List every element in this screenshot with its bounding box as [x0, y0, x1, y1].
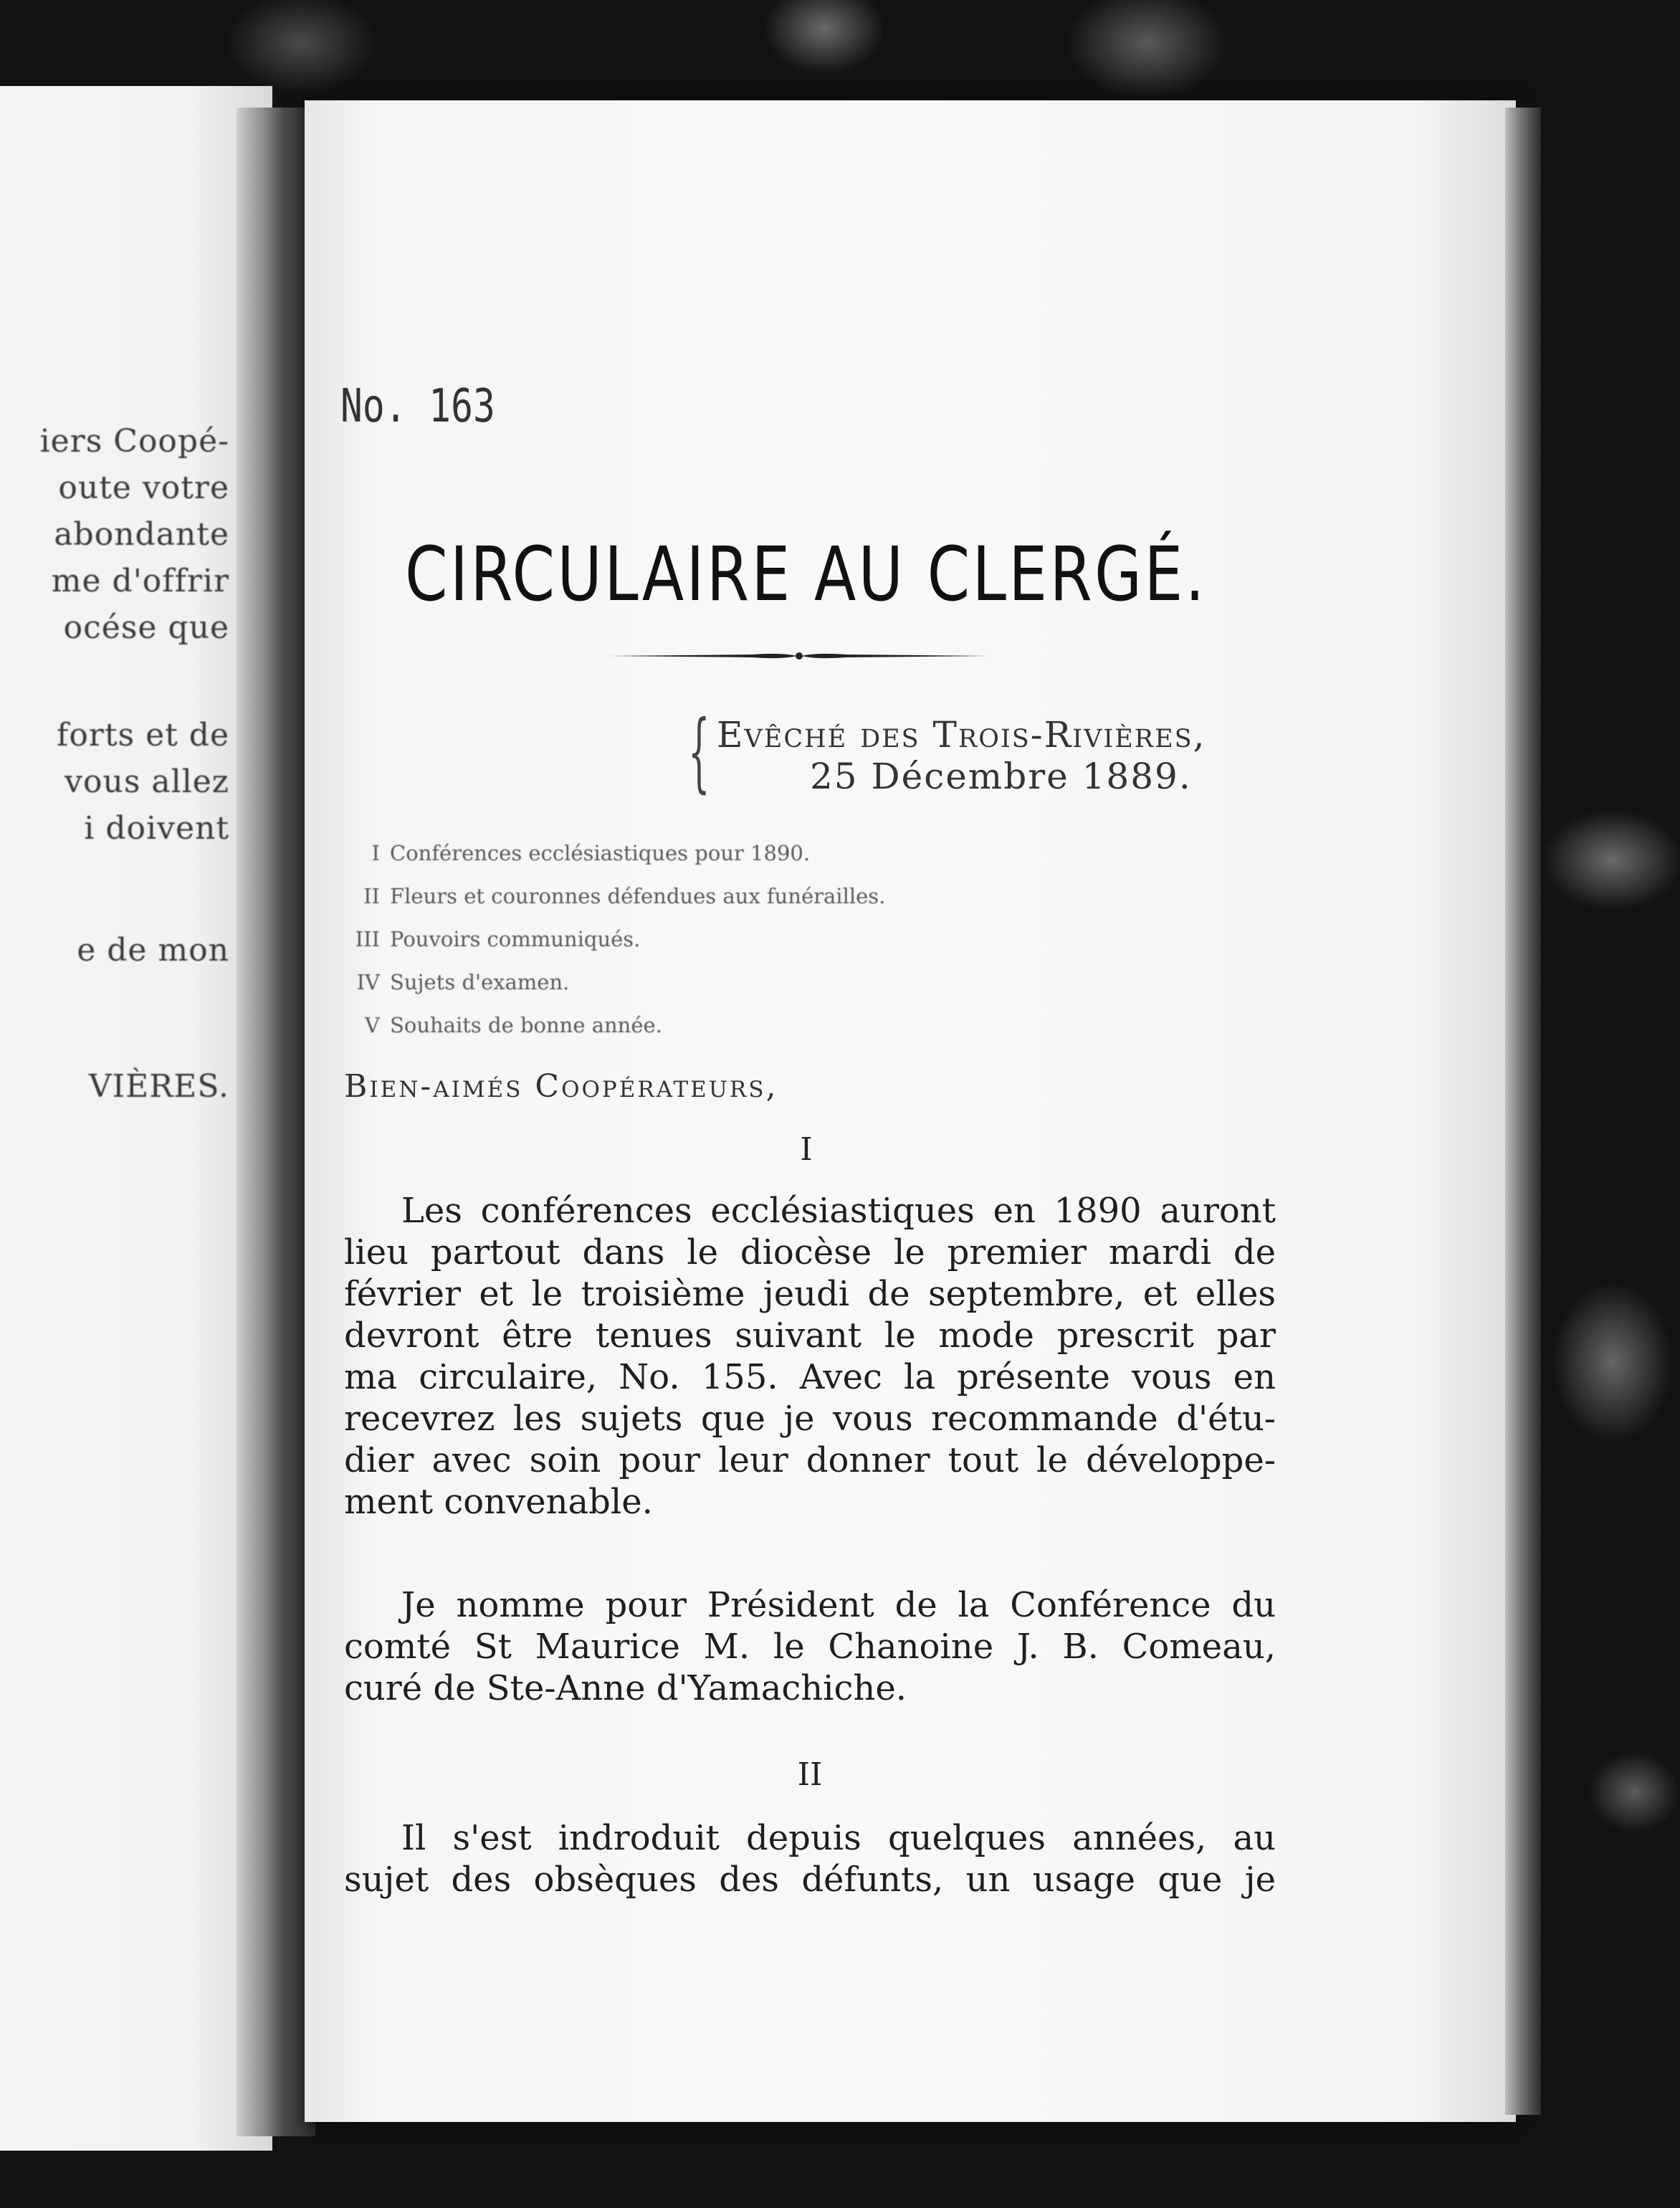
toc-text: Fleurs et couronnes défendues aux funérailles.	[390, 884, 886, 908]
previous-page-line: vous allez	[65, 763, 229, 800]
section-1-paragraph-1	[344, 1190, 1276, 1523]
dateline-date: 25 Décembre 1889.	[810, 756, 1192, 797]
text-line: lieu partout dans le diocèse le premier mardi de	[344, 1232, 1276, 1272]
toc-num: III	[355, 927, 380, 951]
previous-page-line: i doivent	[84, 810, 229, 847]
salutation: Bien-aimés Coopérateurs,	[344, 1068, 778, 1105]
previous-page-line: abondante	[54, 516, 229, 553]
page-title: CIRCULAIRE AU CLERGÉ.	[405, 530, 1207, 618]
page-edge	[1505, 108, 1541, 2115]
text-line: curé de Ste-Anne d'Yamachiche.	[344, 1668, 907, 1708]
previous-page-line: océse que	[63, 609, 229, 646]
section-heading-2: II	[797, 1756, 823, 1793]
book-gutter	[237, 108, 315, 2136]
toc-text: Pouvoirs communiqués.	[390, 927, 641, 951]
text-line: ma circulaire, No. 155. Avec la présente vous en	[344, 1357, 1276, 1397]
previous-page-line: forts et de	[57, 717, 229, 753]
toc-item	[344, 918, 1061, 961]
toc-item	[344, 1004, 1061, 1047]
toc-text: Conférences ecclésiastiques pour 1890.	[390, 841, 811, 865]
title-ornament	[609, 649, 989, 663]
toc-item	[344, 961, 1061, 1004]
toc-text: Sujets d'examen.	[390, 970, 570, 994]
text-line: devront être tenues suivant le mode prescrit par	[344, 1315, 1276, 1356]
toc-text: Souhaits de bonne année.	[390, 1013, 662, 1037]
section-1-paragraph-2	[344, 1584, 1276, 1709]
toc-item	[344, 832, 1061, 875]
text-line: Il s'est indroduit depuis quelques années, au	[401, 1818, 1276, 1858]
brace-glyph: {	[688, 703, 710, 802]
toc-num: II	[363, 884, 380, 908]
previous-page-line: iers Coopé-	[39, 423, 229, 460]
text-line: sujet des obsèques des défunts, un usage que je	[344, 1860, 1276, 1900]
dateline-place: Evêché des Trois-Rivières,	[717, 714, 1206, 756]
previous-page-line: e de mon	[77, 932, 229, 969]
toc-num: V	[365, 1013, 380, 1037]
previous-page-line: me d'offrir	[51, 563, 229, 599]
text-line: ment convenable.	[344, 1482, 653, 1522]
text-line: Les conférences ecclésiastiques en 1890 auront	[401, 1191, 1276, 1231]
text-line: février et le troisième jeudi de septembre, et elles	[344, 1274, 1276, 1314]
previous-page-line: oute votre	[58, 470, 229, 506]
text-line: comté St Maurice M. le Chanoine J. B. Comeau,	[344, 1627, 1276, 1667]
toc-item	[344, 875, 1061, 918]
previous-page	[0, 86, 272, 2151]
section-heading-1: I	[800, 1131, 813, 1168]
previous-page-line: VIÈRES.	[88, 1068, 229, 1105]
text-line: recevrez les sujets que je vous recommande d'étu-	[344, 1399, 1276, 1439]
text-line: Je nomme pour Président de la Conférence du	[401, 1585, 1276, 1625]
toc-num: IV	[356, 970, 380, 994]
document-number: No. 163	[340, 380, 495, 433]
section-2-paragraph-1	[344, 1817, 1276, 1900]
table-of-contents	[344, 832, 1061, 1047]
toc-num: I	[371, 841, 380, 865]
text-line: dier avec soin pour leur donner tout le développe-	[344, 1440, 1276, 1480]
